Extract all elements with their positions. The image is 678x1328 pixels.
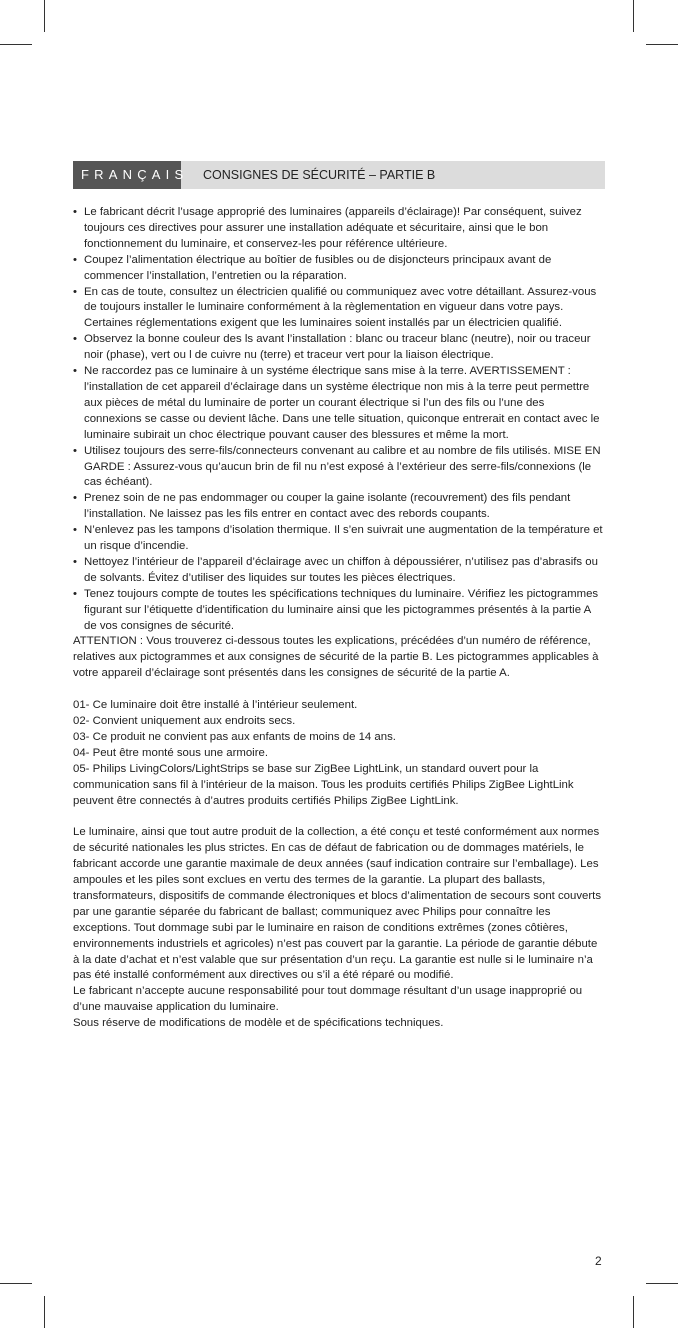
attention-paragraph: ATTENTION : Vous trouverez ci-dessous toutes les explications, précédées d’un numéro de référence, relatives aux pictogrammes et aux consignes de sécurité de la partie B. Les pictogrammes applicables à votre appareil d’éclairage sont présentés dans les consignes de sécurité de la partie A.	[73, 635, 599, 680]
liability-paragraph: Le fabricant n’accepte aucune responsabilité pour tout dommage résultant d’un usage inapproprié ou d’une mauvaise application du luminaire.	[73, 985, 583, 1014]
bullet-item: • Prenez soin de ne pas endommager ou couper la gaine isolante (recouvrement) des fils pendant l’installation. Ne laissez pas les fils entrer en contact avec des rebords coupants.	[73, 491, 605, 523]
section-title: CONSIGNES DE SÉCURITÉ – PARTIE B	[203, 168, 436, 182]
warranty-paragraph: Le luminaire, ainsi que tout autre produit de la collection, a été conçu et testé conformément aux normes de sécurité nationales les plus strictes. En cas de défaut de fabrication ou de dommages matériels, le fabricant accorde une garantie maximale de deux années (sauf indication contraire sur l’emballage). Les ampoules et les piles sont exclues en vertu des termes de la garantie. La plupart des ballasts, transformateurs, dispositifs de commande électroniques et blocs d’alimentation de secours sont couverts par une garantie séparée du fabricant de ballast; communiquez avec Philips pour connaître les exceptions. Tout dommage subi par le luminaire en raison de conditions extrêmes (zones côtières, environnements industriels et agricoles) n’est pas couvert par la garantie. La période de garantie débute à la date d’achat et n’est valable que sur présentation d’un reçu. La garantie est nulle si le luminaire n’a pas été installé conformément aux directives ou s’il a été réparé ou modifié.	[73, 826, 602, 982]
pictogram-item: 03- Ce produit ne convient pas aux enfants de moins de 14 ans.	[73, 730, 396, 743]
bullet-item: • Observez la bonne couleur des ls avant l’installation : blanc ou traceur blanc (neutre), noir ou traceur noir (phase), vert ou l de cuivre nu (terre) et traceur vert pour la liaison électrique.	[73, 332, 605, 364]
language-label: FRANÇAIS	[73, 161, 181, 189]
modifications-note: Sous réserve de modifications de modèle et de spécifications techniques.	[73, 1017, 444, 1030]
crop-mark	[44, 0, 45, 32]
bullet-item: • Nettoyez l’intérieur de l’appareil d’éclairage avec un chiffon à dépoussiérer, n’utilisez pas d’abrasifs ou de solvants. Évitez d’utiliser des liquides sur toutes les pièces électriques.	[73, 555, 605, 587]
bullet-item: • Ne raccordez pas ce luminaire à un systéme électrique sans mise à la terre. AVERTISSEMENT : l’installation de cet appareil d’éclairage dans un système électrique non mis à la terre peut permettre aux pièces de métal du luminaire de porter un courant électrique si l’un des fils ou l’une des connexions se casse ou devient lâche. Dans une telle situation, quiconque entrerait en contact avec le luminaire subirait un choc électrique pouvant causer des blessures et même la mort.	[73, 364, 605, 444]
bullet-item: • Utilisez toujours des serre-fils/connecteurs convenant au calibre et au nombre de fils utilisés. MISE EN GARDE : Assurez-vous qu’aucun brin de fil nu n’est exposé à l’extérieur des serre-fils/connexions (le cas échéant).	[73, 444, 605, 492]
page-number: 2	[595, 1254, 602, 1268]
bullet-item: • En cas de toute, consultez un électricien qualifié ou communiquez avec votre détaillant. Assurez-vous de toujours installer le luminaire conformément à la règlementation en vigueur dans votre pays. Certaines réglementations exigent que les luminaires soient installés par un électricien qualifié.	[73, 285, 605, 333]
crop-mark	[0, 1283, 32, 1284]
crop-mark	[44, 1296, 45, 1328]
crop-mark	[633, 1296, 634, 1328]
bullet-item: • Le fabricant décrit l’usage approprié des luminaires (appareils d’éclairage)! Par conséquent, suivez toujours ces directives pour assurer une installation adéquate et sécuritaire, ainsi que le bon fonctionnement du luminaire, et conservez-les pour référence ultérieure.	[73, 205, 605, 253]
bullet-item: • Coupez l’alimentation électrique au boîtier de fusibles ou de disjoncteurs principaux avant de commencer l’installation, l’entretien ou la réparation.	[73, 253, 605, 285]
crop-mark	[646, 44, 678, 45]
crop-mark	[0, 44, 32, 45]
bullet-item: • N’enlevez pas les tampons d’isolation thermique. Il s’en suivrait une augmentation de la température et un risque d’incendie.	[73, 523, 605, 555]
pictogram-item: 05- Philips LivingColors/LightStrips se base sur ZigBee LightLink, un standard ouvert pour la communication sans fil à l’intérieur de la maison. Tous les produits certifiés Philips ZigBee LightLink peuvent être connectés à d’autres produits certifiés Philips ZigBee LightLink.	[73, 762, 574, 807]
crop-mark	[646, 1283, 678, 1284]
safety-bullet-list	[73, 205, 605, 634]
pictogram-item: 01- Ce luminaire doit être installé à l’intérieur seulement.	[73, 699, 358, 712]
pictogram-item: 02- Convient uniquement aux endroits secs.	[73, 714, 296, 727]
bullet-item: • Tenez toujours compte de toutes les spécifications techniques du luminaire. Vérifiez les pictogrammes figurant sur l’étiquette d’identification du luminaire ainsi que les pictogrammes présentés à la partie A de vos consignes de sécurité.	[73, 587, 605, 635]
crop-mark	[633, 0, 634, 32]
pictogram-item: 04- Peut être monté sous une armoire.	[73, 746, 269, 759]
document-body	[73, 205, 605, 1032]
section-header	[73, 161, 605, 189]
